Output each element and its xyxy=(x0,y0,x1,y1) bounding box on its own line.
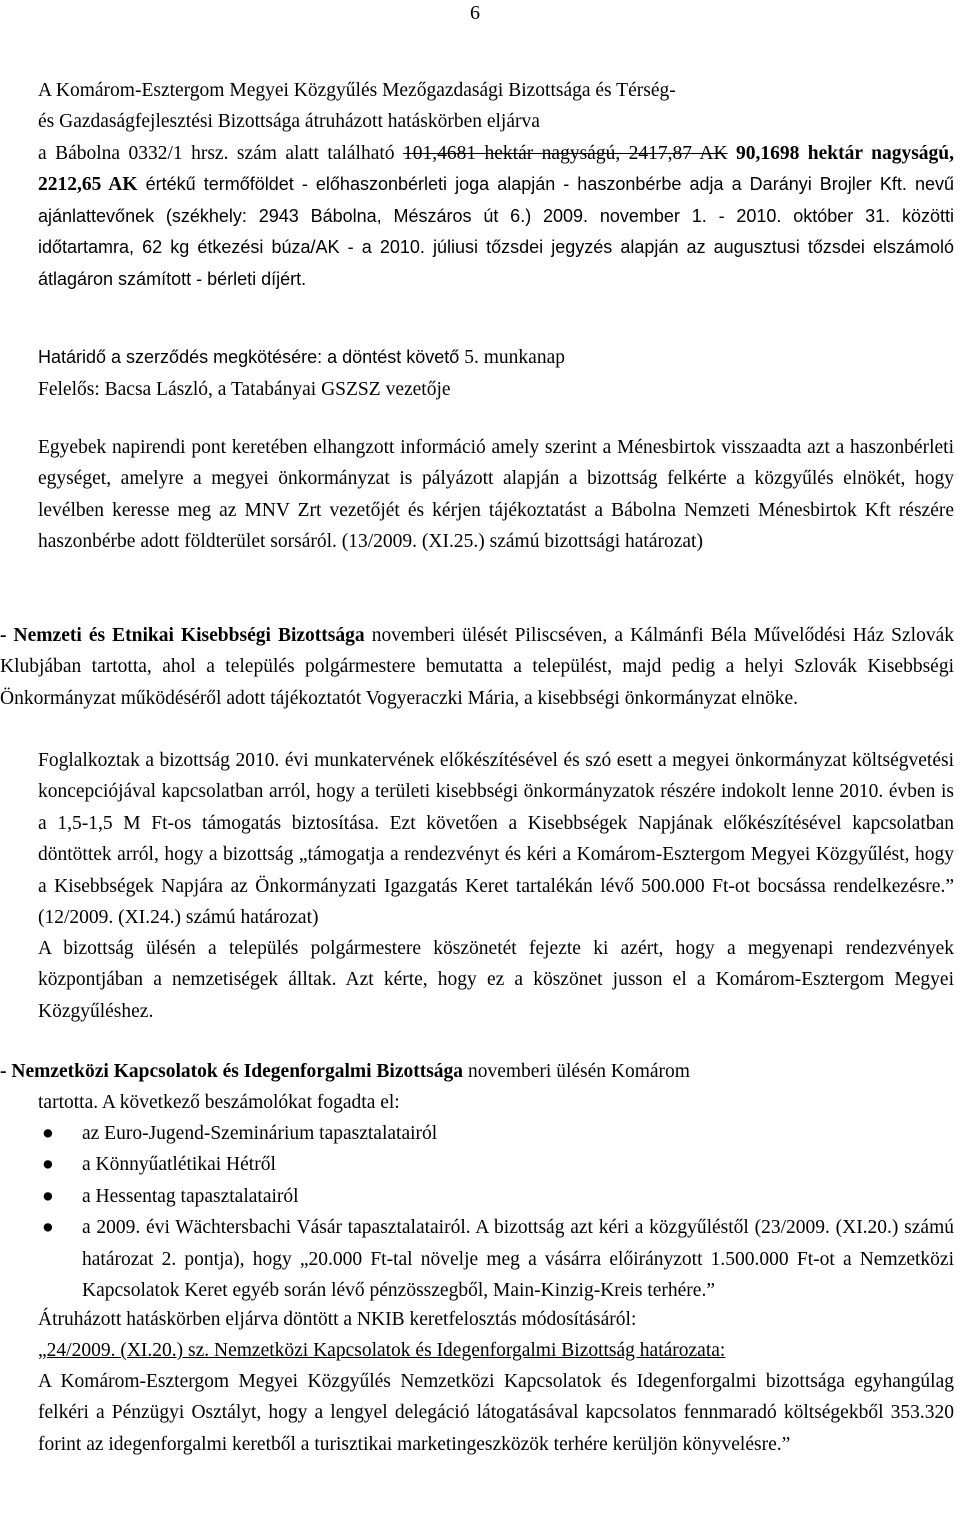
list-item-text: a Könnyűatlétikai Hétről xyxy=(82,1154,276,1176)
delegated-decision-line: Átruházott hatáskörben eljárva döntött a NKIB keretfelosztás módosításáról: xyxy=(38,1309,637,1330)
list-item-text: a Hessentag tapasztalatairól xyxy=(82,1185,299,1207)
deadline-num: 5. xyxy=(464,347,479,368)
international-committee-text: novemberi ülésén Komárom xyxy=(463,1061,690,1082)
page-number: 6 xyxy=(470,2,480,24)
deadline-line xyxy=(38,342,954,373)
other-items-paragraph: Egyebek napirendi pont keretében elhangzott információ amely szerint a Ménesbirtok visszaadta azt a haszonbérleti egységet, amelyre a megyei önkormányzat is pályázott alapján a bizottság felkérte a közgyűlés elnökét, hogy levélben keresse meg az MNV Zrt vezetőjét és kérjen tájékoztatást a Bábolna Nemzeti Ménesbirtok Kft részére haszonbérbe adott földterület sorsáról. (13/2009. (XI.25.) számú bizottsági határozat) xyxy=(38,437,954,553)
decision-text-b: értékű termőföldet - előhaszonbérleti joga alapján xyxy=(137,174,556,195)
intro-line-2: és Gazdaságfejlesztési Bizottsága átruházott hatáskörben eljárva xyxy=(38,111,540,133)
bullet-icon: ● xyxy=(42,1154,54,1176)
list-item-text: az Euro-Jugend-Szeminárium tapasztalatairól xyxy=(82,1123,438,1144)
responsible-line: Felelős: Bacsa László, a Tatabányai GSZSZ vezetője xyxy=(38,379,451,400)
resolution-title: „24/2009. (XI.20.) sz. Nemzetközi Kapcsolatok és Idegenforgalmi Bizottság határozata: xyxy=(38,1340,726,1361)
minority-p3: A bizottság ülésén a település polgármestere köszönetét fejezte ki azért, hogy a megyenapi rendezvények központjában a nemzetiségek álltak. Azt kérte, hogy ez a köszönet jusson el a Komárom-Esztergom Megyei Közgyűléshez. xyxy=(38,938,954,1022)
list-item xyxy=(38,1118,954,1149)
international-reports-intro: tartotta. A következő beszámolókat fogadta el: xyxy=(38,1092,400,1113)
intro-heading xyxy=(38,75,954,138)
list-item xyxy=(38,1212,954,1306)
struck-area: 101,4681 hektár nagyságú, 2417,87 AK xyxy=(402,143,728,164)
decision-text-a: a Bábolna 0332/1 hrsz. szám alatt található xyxy=(38,143,403,164)
minority-committee-paragraph xyxy=(0,620,954,714)
resolution-text: A Komárom-Esztergom Megyei Közgyűlés Nemzetközi Kapcsolatok és Idegenforgalmi bizottsága egyhangúlag felkéri a Pénzügyi Osztályt, hogy a lengyel delegáció látogatásával kapcsolatos fennmaradó költségekből 353.320 forint az idegenforgalmi keretből a turisztikai marketingeszközök terhére kerüljön könyvelésre.” xyxy=(38,1371,954,1455)
report-list xyxy=(38,1118,954,1306)
minority-committee-text: novemberi ülését Piliscséven, a Kálmánfi Béla Művelődési Ház Szlovák Klubjában tartotta, ahol a település polgármestere bemutatta a települést, majd pedig a helyi Szlovák Kisebbségi Önkormányzat működéséről adott tájékoztatót Vogyeraczki Mária, a kisebbségi önkormányzat elnöke. xyxy=(0,625,954,709)
intro-line-1: A Komárom-Esztergom Megyei Közgyűlés Mezőgazdasági Bizottsága és Térség- xyxy=(38,80,676,101)
decision-lease-terms: - haszonbérbe adja a Darányi Brojler Kft. nevű ajánlattevőnek (székhely: 2943 Bábolna, Mészáros út 6.) 2009. november 1. - 2010. október 31. közötti időtartamra, 62 kg étkezési búza/AK - a 2010. júliusi tőzsdei jegyzés alapján az augusztusi tőzsdei elszámoló átlagáron számított - bérleti díjért. xyxy=(38,174,955,289)
minority-committee-title: - Nemzeti és Etnikai Kisebbségi Bizottsága xyxy=(0,625,365,646)
minority-p2: Foglalkoztak a bizottság 2010. évi munkatervének előkészítésével és szó esett a megyei önkormányzat költségvetési koncepciójával kapcsolatban arról, hogy a területi kisebbségi önkormányzatok részére indokolt lenne 2010. évben is a 1,5-1,5 M Ft-os támogatás biztosítása. Ezt követően a Kisebbségek Napjának előkészítésével kapcsolatban döntöttek arról, hogy a bizottság „támogatja a rendezvényt és kéri a Komárom-Esztergom Megyei Közgyűlést, hogy a Kisebbségek Napjára az Önkormányzati Igazgatás Keret tartalékán lévő 500.000 Ft-ot bocsássa rendelkezésre.” (12/2009. (XI.24.) számú határozat) xyxy=(38,750,954,929)
bullet-icon: ● xyxy=(42,1185,54,1207)
bullet-icon: ● xyxy=(42,1123,54,1144)
deadline-label: Határidő a szerződés megkötésére: a döntést követő xyxy=(38,347,460,367)
list-item xyxy=(38,1181,954,1212)
corrected-area: 90,1698 hektár nagyságú, 2212,65 AK xyxy=(38,143,955,196)
deadline-unit: munkanap xyxy=(478,347,565,368)
intro-decision xyxy=(38,138,954,295)
list-item xyxy=(38,1149,954,1180)
list-item-text: a 2009. évi Wächtersbachi Vásár tapasztalatairól. A bizottság azt kéri a közgyűléstől (23/2009. (XI.20.) számú határozat 2. pontja), hogy „20.000 Ft-tal növelje meg a vásárra előirányzott 1.500.000 Ft-ot a Nemzetközi Kapcsolatok Keret egyéb során lévő pénzösszegből, Main-Kinzig-Kreis terhére.” xyxy=(82,1217,954,1302)
international-committee-heading xyxy=(0,1056,954,1087)
international-committee-title: - Nemzetközi Kapcsolatok és Idegenforgalmi Bizottsága xyxy=(0,1061,464,1082)
bullet-icon: ● xyxy=(42,1217,54,1239)
